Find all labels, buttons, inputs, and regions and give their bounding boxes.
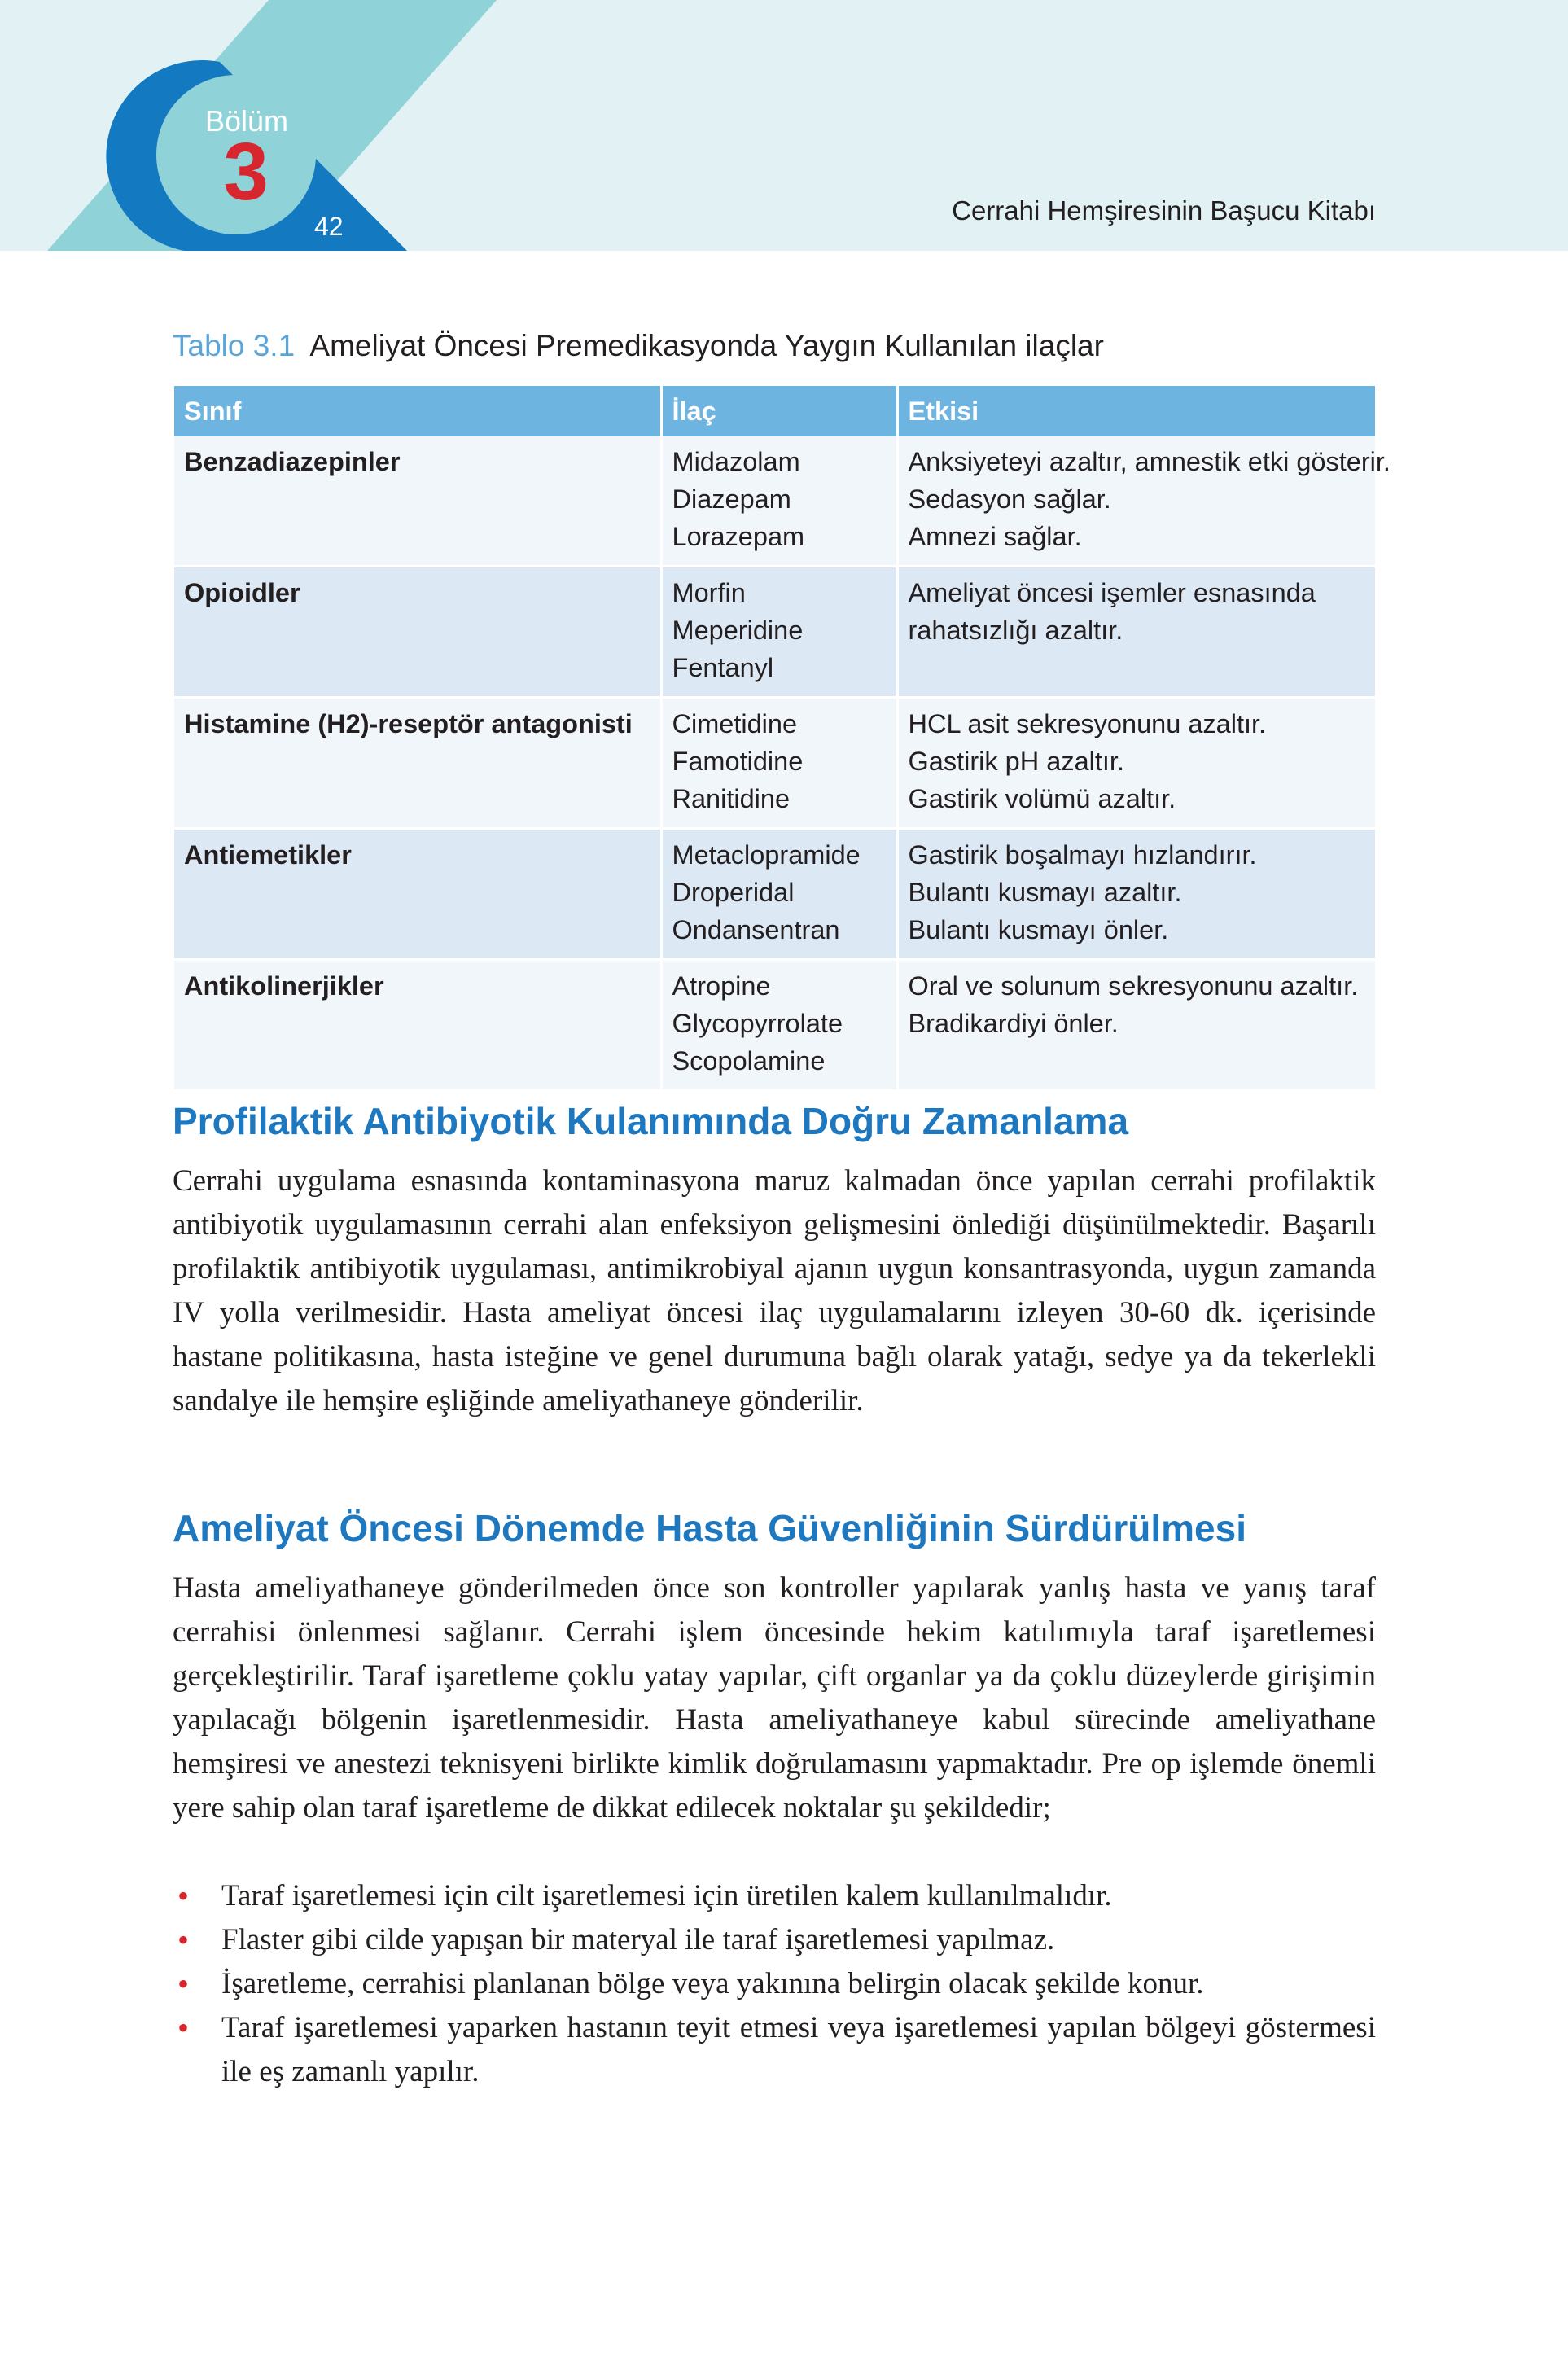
bullet-dot-icon: • [177,1965,190,2002]
column-header-class: Sınıf [174,386,661,436]
cell-class: Antikolinerjikler [174,960,661,1091]
list-item [173,1874,1376,1918]
effect-line: Bradikardiyi önler. [908,1009,1119,1038]
table-row [174,698,1376,829]
column-header-effect: Etkisi [897,386,1376,436]
table-label: Tablo 3.1 [173,329,296,362]
effect-line: Gastirik boşalmayı hızlandırır. [908,840,1257,870]
list-item [173,1918,1376,1962]
cell-effects [897,436,1391,567]
chapter-word: Bölüm [205,104,289,138]
drug-name: Famotidine [672,747,804,776]
drug-name: Atropine [672,971,771,1001]
drug-name: Meperidine [672,616,804,645]
list-item-text: Flaster gibi cilde yapışan bir materyal ile taraf işaretlemesi yapılmaz. [221,1923,1055,1956]
drug-name: Diazepam [672,484,791,514]
table-row [174,436,1376,567]
effect-line: rahatsızlığı azaltır. [908,616,1123,645]
cell-class: Benzadiazepinler [174,436,661,567]
list-item [173,2006,1376,2094]
table-row [174,567,1376,698]
cell-class: Histamine (H2)-reseptör antagonisti [174,698,661,829]
cell-effects [897,698,1376,829]
list-item-text: Taraf işaretlemesi yaparken hastanın teyit etmesi veya işaretlemesi yapılan bölgeyi göstermesi ile eş zamanlı yapılır. [221,2011,1376,2088]
section-heading-antibiotic-timing: Profilaktik Antibiyotik Kulanımında Doğru Zamanlama [173,1100,1129,1142]
drug-name: Glycopyrrolate [672,1009,843,1038]
list-item-text: Taraf işaretlemesi için cilt işaretlemesi için üretilen kalem kullanılmalıdır. [221,1879,1112,1913]
page-number: 42 [314,212,344,241]
bullet-dot-icon: • [177,1921,190,1958]
cell-drugs [661,567,897,698]
section-paragraph-patient-safety: Hasta ameliyathaneye gönderilmeden önce son kontroller yapılarak yanlış hasta ve yanış taraf cerrahisi önlenmesi sağlanır. Cerrahi işlem öncesinde hekim katılımıyla taraf işaretlemesi gerçekleştirilir. Taraf işaretleme çoklu yatay yapılar, çift organlar ya da çoklu düzeylerde girişimin yapılacağı bölgenin işaretlenmesidir. Hasta ameliyathaneye kabul sürecinde ameliyathane hemşiresi ve anestezi teknisyeni birlikte kimlik doğrulamasını yapmaktadır. Pre op işlemde önemli yere sahip olan taraf işaretleme de dikkat edilecek noktalar şu şekildedir; [173,1571,1376,1825]
effect-line: HCL asit sekresyonunu azaltır. [908,709,1267,738]
effect-line: Anksiyeteyi azaltır, amnestik etki gösterir. [908,447,1391,476]
cell-effects [897,829,1376,960]
drug-name: Scopolamine [672,1046,826,1076]
drug-name: Lorazepam [672,522,805,551]
effect-line: Bulantı kusmayı azaltır. [908,878,1182,907]
effect-line: Oral ve solunum sekresyonunu azaltır. [908,971,1359,1001]
cell-effects [897,567,1376,698]
effect-line: Amnezi sağlar. [908,522,1082,551]
list-item-text: İşaretleme, cerrahisi planlanan bölge veya yakınına belirgin olacak şekilde konur. [221,1967,1204,2000]
effect-line: Sedasyon sağlar. [908,484,1111,514]
effect-line: Gastirik pH azaltır. [908,747,1124,776]
drug-name: Metaclopramide [672,840,861,870]
table-header-row [174,386,1376,436]
bullet-dot-icon: • [177,2009,190,2046]
effect-line: Ameliyat öncesi işemler esnasında [908,578,1316,607]
cell-drugs [661,960,897,1091]
drug-name: Morfin [672,578,746,607]
table-caption-text: Ameliyat Öncesi Premedikasyonda Yaygın Kullanılan ilaçlar [309,329,1104,362]
drug-name: Cimetidine [672,709,798,738]
effect-line: Bulantı kusmayı önler. [908,915,1169,944]
drug-name: Ondansentran [672,915,840,944]
cell-drugs [661,698,897,829]
drug-name: Droperidal [672,878,795,907]
running-title: Cerrahi Hemşiresinin Başucu Kitabı [952,195,1376,226]
section-paragraph-antibiotic: Cerrahi uygulama esnasında kontaminasyona maruz kalmadan önce yapılan cerrahi profilaktik antibiyotik uygulamasının cerrahi alan enfeksiyon gelişmesini önlediği düşünülmektedir. Başarılı profilaktik antibiyotik uygulaması, antimikrobiyal ajanın uygun konsantrasyonda, uygun zamanda IV yolla verilmesidir. Hasta ameliyat öncesi ilaç uygulamalarını izleyen 30-60 dk. içerisinde hastane politikasına, hasta isteğine ve genel durumuna bağlı olarak yatağı, sedye ya da tekerlekli sandalye ile hemşire eşliğinde ameliyathaneye gönderilir. [173,1164,1376,1417]
drug-name: Midazolam [672,447,800,476]
chapter-number: 3 [223,126,269,217]
premedication-table [174,386,1391,1092]
section-heading-patient-safety: Ameliyat Öncesi Dönemde Hasta Güvenliğinin Sürdürülmesi [173,1507,1246,1549]
bullet-dot-icon: • [177,1877,190,1914]
drug-name: Ranitidine [672,784,791,813]
table-row [174,829,1376,960]
effect-line: Gastirik volümü azaltır. [908,784,1176,813]
marking-rules-list [173,1874,1376,2094]
column-header-drug: İlaç [661,386,897,436]
list-item [173,1962,1376,2006]
cell-class: Opioidler [174,567,661,698]
table-row [174,960,1376,1091]
cell-drugs [661,829,897,960]
drug-name: Fentanyl [672,653,774,682]
cell-class: Antiemetikler [174,829,661,960]
cell-effects [897,960,1376,1091]
cell-drugs [661,436,897,567]
table-caption [173,329,1104,363]
